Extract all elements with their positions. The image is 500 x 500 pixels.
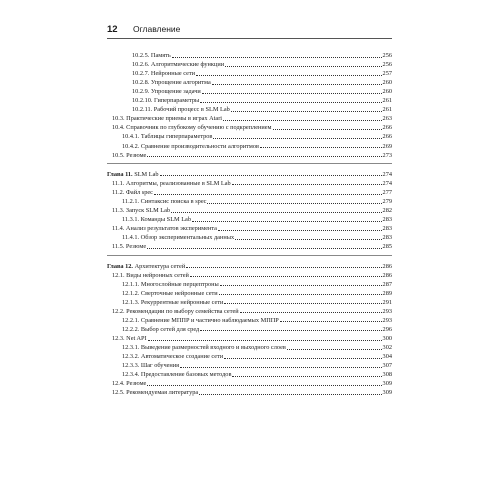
toc-entry-label: 10.2.9. Упрощение задачи <box>132 88 201 96</box>
toc-page-number: 266 <box>382 133 392 141</box>
separator-rule <box>107 163 392 164</box>
toc-entry[interactable] <box>107 378 392 387</box>
toc-entry[interactable] <box>107 279 392 288</box>
dot-leader <box>225 66 381 67</box>
dot-leader <box>273 129 382 130</box>
toc-page-number: 260 <box>382 88 392 96</box>
toc-entry-label: 11.1. Алгоритмы, реализованные в SLM Lab <box>112 179 231 187</box>
toc-entry-label: 11.4.1. Обзор экспериментальных данных <box>122 234 235 242</box>
toc-entry-label: 10.2.10. Гиперпараметры <box>132 97 200 105</box>
toc-entry-label: 10.5. Резюме <box>112 151 147 159</box>
toc-page-number: 302 <box>382 344 392 352</box>
toc-page-number: 274 <box>382 170 392 178</box>
toc-page-number: 289 <box>382 289 392 297</box>
toc-entry-label: 10.2.11. Рабочий процесс в SLM Lab <box>132 106 230 114</box>
toc-page-number: 269 <box>382 142 392 150</box>
dot-leader <box>280 321 382 322</box>
dot-leader <box>147 385 381 386</box>
dot-leader <box>199 394 381 395</box>
toc-page-number: 260 <box>382 79 392 87</box>
toc-page-number: 291 <box>382 298 392 306</box>
dot-leader <box>224 303 381 304</box>
toc-entry-label <box>107 263 186 270</box>
dot-leader <box>287 349 382 350</box>
dot-leader <box>219 294 382 295</box>
toc-entry[interactable] <box>107 288 392 297</box>
dot-leader <box>213 138 381 139</box>
toc-page-number: 285 <box>382 243 392 251</box>
toc-entry-label: 12.3.1. Выведение размерностей входного и выходного слоев <box>122 344 286 352</box>
toc-entry[interactable] <box>107 178 392 187</box>
dot-leader <box>235 239 381 240</box>
toc-page-number: 261 <box>382 97 392 105</box>
toc-entry[interactable] <box>107 232 392 241</box>
chapter-title: Архитектура сетей <box>134 262 186 270</box>
toc-entry[interactable] <box>107 315 392 324</box>
toc-entry-label: 12.4. Резюме <box>112 380 147 388</box>
toc-page-number: 282 <box>382 207 392 215</box>
toc-entry[interactable] <box>107 223 392 232</box>
toc-entry-label: 11.5. Резюме <box>112 243 147 251</box>
toc-entry-label: 12.1.3. Рекуррентные нейронные сети <box>122 298 224 306</box>
dot-leader <box>172 57 382 58</box>
toc-entry[interactable] <box>107 68 392 77</box>
toc-entry-label: 11.3. Запуск SLM Lab <box>112 207 171 215</box>
dot-leader <box>212 84 382 85</box>
toc-page-number: 277 <box>382 189 392 196</box>
toc-entry-label: 12.2.1. Сравнение МППР и частично наблюдаемых МППР <box>122 316 279 324</box>
chapter-number: Глава 12. <box>107 262 133 270</box>
toc-page-number: 300 <box>382 335 392 342</box>
toc-page-number: 257 <box>382 70 392 78</box>
toc-page-number: 287 <box>382 280 392 288</box>
toc-entry[interactable] <box>107 113 392 122</box>
toc-page-number: 304 <box>382 353 392 361</box>
toc-entry-label: 11.2.1. Синтаксис поиска в spec <box>122 198 207 206</box>
running-header <box>107 24 392 38</box>
toc-entry-label: 12.3.2. Автоматическое создание сети <box>122 353 224 361</box>
toc-page-number: 309 <box>382 389 392 397</box>
separator-rule <box>107 255 392 256</box>
dot-leader <box>207 203 381 204</box>
dot-leader <box>202 93 382 94</box>
chapter-separator <box>107 250 392 260</box>
toc-entry-label: 12.3.3. Шаг обучения <box>122 362 180 370</box>
toc-entry-label: 11.4. Анализ результатов эксперимента <box>112 225 217 233</box>
toc-entry[interactable] <box>107 360 392 369</box>
toc-page-number: 261 <box>382 106 392 114</box>
toc-entry[interactable] <box>107 324 392 333</box>
dot-leader <box>190 276 382 277</box>
toc-entry[interactable] <box>107 369 392 378</box>
dot-leader <box>232 376 381 377</box>
toc-page-number: 283 <box>382 216 392 224</box>
toc-entry-label: 12.5. Рекомендуемая литература <box>112 389 199 397</box>
toc-page-number: 283 <box>382 234 392 242</box>
toc-entry[interactable] <box>107 241 392 250</box>
toc-entry[interactable] <box>107 306 392 315</box>
header-rule <box>107 38 392 39</box>
toc-entry-label: 12.2.2. Выбор сетей для сред <box>122 325 200 333</box>
toc-page-number: 263 <box>382 115 392 123</box>
toc-entry-label: 11.3.1. Команды SLM Lab <box>122 216 191 224</box>
dot-leader <box>200 330 381 331</box>
toc-entry-label: 12.1. Виды нейронных сетей <box>112 271 189 279</box>
toc-entry[interactable] <box>107 333 392 342</box>
toc-entry-label: 10.2.6. Алгоритмические функции <box>132 61 225 69</box>
dot-leader <box>220 285 382 286</box>
toc-page-number: 266 <box>382 124 392 132</box>
dot-leader <box>147 248 381 249</box>
toc-entry-label: 10.2.7. Нейронные сети <box>132 70 196 78</box>
toc-entry[interactable] <box>107 150 392 159</box>
dot-leader <box>224 358 381 359</box>
dot-leader <box>154 194 382 195</box>
toc-page-number: 286 <box>382 271 392 279</box>
dot-leader <box>171 212 381 213</box>
toc-page-number: 279 <box>382 198 392 206</box>
table-of-contents <box>107 50 392 396</box>
dot-leader <box>186 267 381 268</box>
dot-leader <box>232 184 382 185</box>
toc-entry[interactable] <box>107 104 392 113</box>
toc-entry-label: 10.4.1. Таблицы гиперпараметров <box>122 133 213 141</box>
toc-entry-label: 10.4. Справочник по глубокому обучению с подкреплением <box>112 124 272 132</box>
dot-leader <box>218 230 382 231</box>
dot-leader <box>240 312 382 313</box>
toc-entry[interactable] <box>107 187 392 196</box>
chapter-number: Глава 11. <box>107 170 133 178</box>
toc-entry[interactable] <box>107 297 392 306</box>
toc-entry[interactable] <box>107 95 392 104</box>
toc-entry-label: 12.3.4. Предоставление базовых методов <box>122 371 232 379</box>
toc-entry-label: 11.2. Файл spec <box>112 189 153 196</box>
toc-chapter[interactable] <box>107 261 392 270</box>
chapter-title: SLM Lab <box>134 170 159 178</box>
toc-entry-label: 10.2.8. Упрощение алгоритма <box>132 79 211 87</box>
toc-entry[interactable] <box>107 270 392 279</box>
toc-entry[interactable] <box>107 122 392 131</box>
toc-page-number: 307 <box>382 362 392 370</box>
dot-leader <box>147 156 381 157</box>
toc-entry-label <box>107 171 160 178</box>
dot-leader <box>223 120 382 121</box>
toc-page-number: 308 <box>382 371 392 379</box>
dot-leader <box>160 175 382 176</box>
toc-page-number: 309 <box>382 380 392 388</box>
toc-entry[interactable] <box>107 196 392 205</box>
dot-leader <box>196 75 382 76</box>
dot-leader <box>192 221 382 222</box>
toc-page-number: 286 <box>382 262 392 270</box>
toc-page-number: 293 <box>382 316 392 324</box>
toc-entry-label: 10.3. Практические приемы в играх Atari <box>112 115 223 123</box>
toc-entry[interactable] <box>107 131 392 140</box>
toc-entry[interactable] <box>107 59 392 68</box>
toc-entry[interactable] <box>107 342 392 351</box>
dot-leader <box>231 111 382 112</box>
page-number: 12 <box>107 24 118 35</box>
toc-entry-label: 12.1.2. Сверточные нейронные сети <box>122 289 218 297</box>
toc-entry[interactable] <box>107 351 392 360</box>
toc-page-number: 274 <box>382 179 392 187</box>
toc-entry-label: 12.3. Net API <box>112 335 147 342</box>
toc-page-number: 273 <box>382 151 392 159</box>
toc-chapter[interactable] <box>107 169 392 178</box>
toc-entry[interactable] <box>107 50 392 59</box>
toc-entry-label: 10.4.2. Сравнение производительности алгоритмов <box>122 142 259 150</box>
running-title: Оглавление <box>133 24 181 34</box>
dot-leader <box>180 367 381 368</box>
dot-leader <box>260 147 382 148</box>
toc-entry[interactable] <box>107 214 392 223</box>
toc-entry[interactable] <box>107 140 392 149</box>
chapter-separator <box>107 159 392 169</box>
toc-entry-label: 10.2.5. Память <box>132 52 171 60</box>
toc-page-number: 296 <box>382 325 392 333</box>
toc-entry[interactable] <box>107 86 392 95</box>
toc-entry[interactable] <box>107 77 392 86</box>
toc-entry-label: 12.1.1. Многослойные перцептроны <box>122 280 219 288</box>
toc-entry[interactable] <box>107 387 392 396</box>
toc-entry[interactable] <box>107 205 392 214</box>
dot-leader <box>148 340 382 341</box>
toc-page-number: 256 <box>382 52 392 60</box>
toc-page-number: 256 <box>382 61 392 69</box>
toc-page-number: 283 <box>382 225 392 233</box>
toc-page-number: 293 <box>382 307 392 315</box>
dot-leader <box>200 102 381 103</box>
toc-entry-label: 12.2. Рекомендации по выбору семейства сетей <box>112 307 239 315</box>
